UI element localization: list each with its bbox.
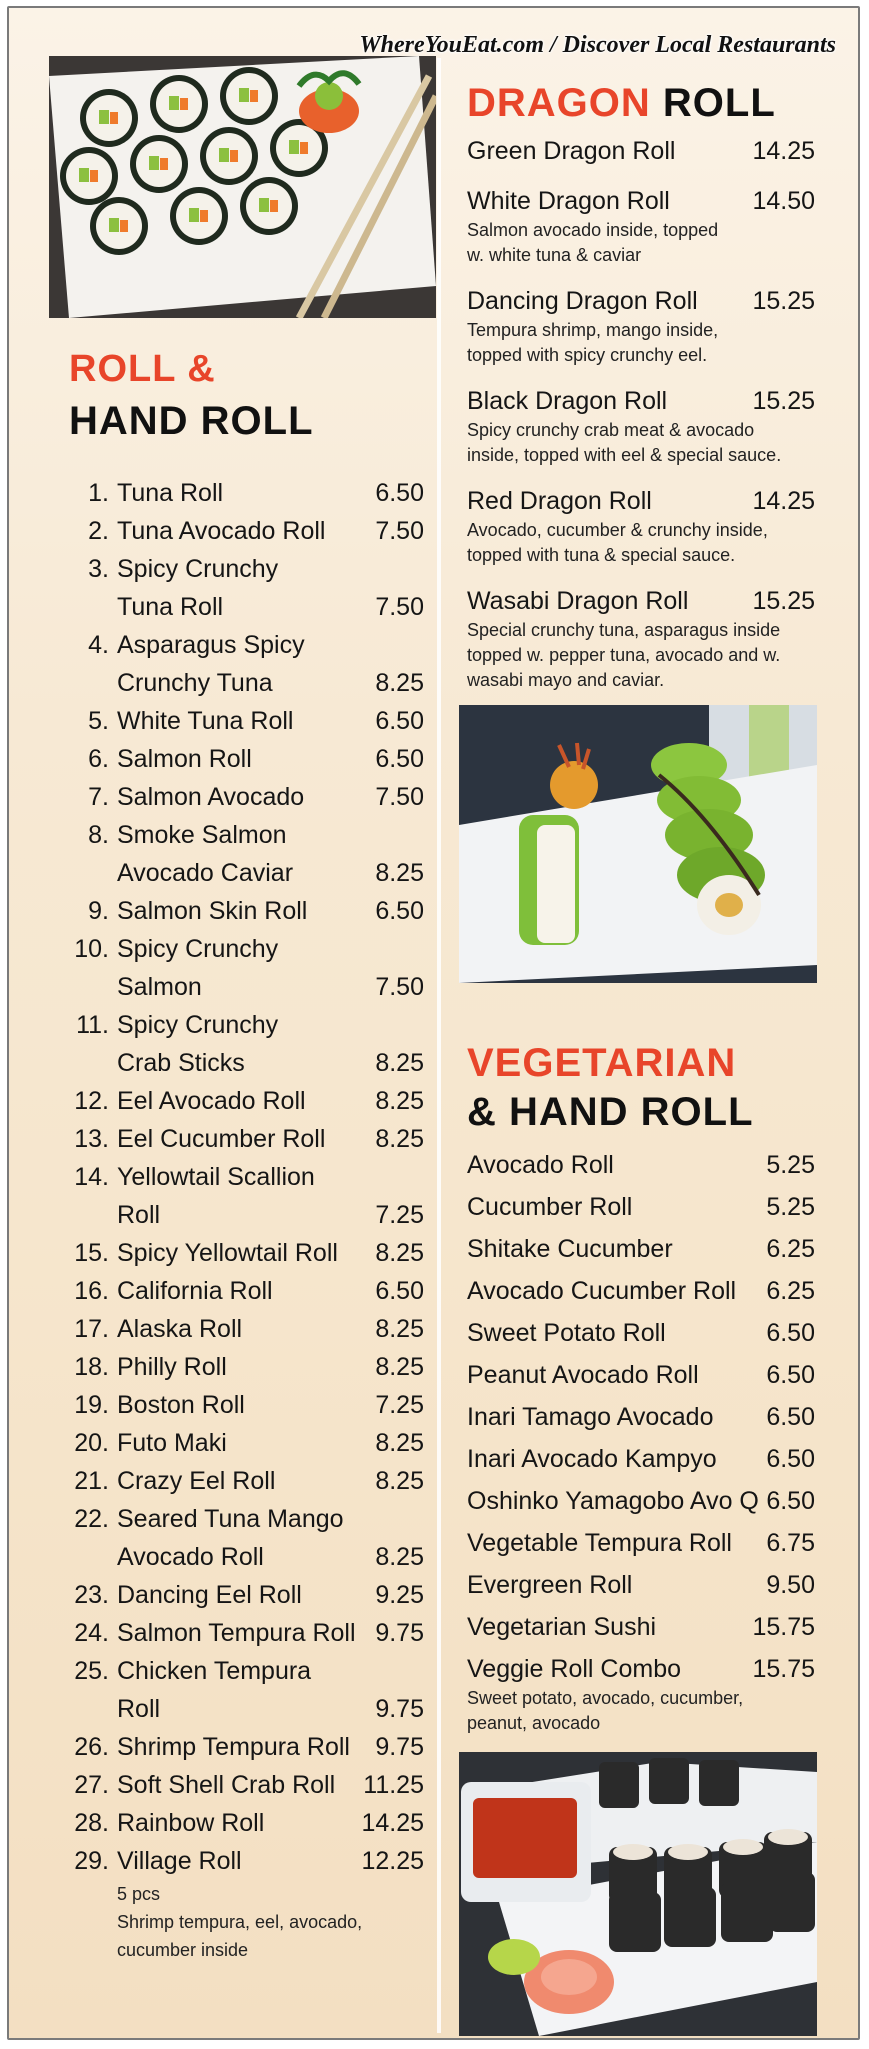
item-name [117,512,360,550]
item-name: Black Dragon Roll [467,387,668,415]
item-name: Vegetarian Sushi [467,1613,657,1641]
item-name [117,1500,360,1576]
item-price: 6.50 [766,1487,815,1515]
sushi-platter-photo [49,56,436,318]
dragon-menu-item [467,484,815,568]
menu-page [7,6,860,2040]
dragon-item-row [467,284,815,318]
item-description: w. white tuna & caviar [467,245,642,265]
item-price: 8.25 [375,1353,424,1381]
item-price: 5.25 [766,1193,815,1221]
item-price: 8.25 [375,1049,424,1077]
item-price: 8.25 [375,1315,424,1343]
item-name-line: Tuna Roll [117,593,224,621]
roll-menu-item [69,892,424,930]
roll-menu-item [69,512,424,550]
item-name-line: Avocado Roll [117,1543,264,1571]
item-name [117,740,360,778]
item-name: Oshinko Yamagobo Avo Q [467,1487,759,1515]
item-name-line: Avocado Caviar [117,859,294,887]
item-price: 9.50 [766,1571,815,1599]
item-name [117,1614,360,1652]
dragon-menu-item [467,284,815,368]
item-price: 14.25 [752,137,815,165]
item-number: 27. [74,1771,109,1799]
item-name: Green Dragon Roll [467,137,676,165]
item-number: 18. [74,1353,109,1381]
item-name: Dancing Dragon Roll [467,287,698,315]
item-number: 6. [88,745,109,773]
note-line: Shrimp tempura, eel, avocado, [117,1912,363,1932]
item-name: Vegetable Tempura Roll [467,1529,732,1557]
roll-menu-item [69,816,424,892]
dragon-title-red: DRAGON [467,81,651,125]
dragon-item-row [467,484,815,518]
item-number: 15. [74,1239,109,1267]
item-number: 9. [88,897,109,925]
item-name: Evergreen Roll [467,1571,633,1599]
item-number: 29. [74,1847,109,1875]
item-name: Avocado Cucumber Roll [467,1277,737,1305]
item-price: 6.25 [766,1277,815,1305]
roll-menu-item [69,1500,424,1576]
item-name-line: Rainbow Roll [117,1809,265,1837]
item-name-line: Spicy Yellowtail Roll [117,1239,338,1267]
roll-menu-item [69,1766,424,1804]
item-name [117,1804,360,1842]
item-name-line: Spicy Crunchy [117,555,279,583]
item-number: 20. [74,1429,109,1457]
roll-menu-item [69,1728,424,1766]
item-number: 21. [74,1467,109,1495]
item-number: 24. [74,1619,109,1647]
item-price: 8.25 [375,1429,424,1457]
item-name [117,816,360,892]
roll-menu-item [69,1652,424,1728]
item-price: 9.25 [375,1581,424,1609]
item-description: Special crunchy tuna, asparagus inside [467,620,781,640]
item-number: 3. [88,555,109,583]
item-price: 7.50 [375,783,424,811]
veg-menu-item [467,1186,815,1228]
roll-menu-item [69,1310,424,1348]
item-name-line: Crab Sticks [117,1049,245,1077]
roll-menu-item [69,1272,424,1310]
roll-menu-item [69,1006,424,1082]
item-name-line: Futo Maki [117,1429,227,1457]
item-price: 6.75 [766,1529,815,1557]
item-price: 7.25 [375,1391,424,1419]
item-description: wasabi mayo and caviar. [467,670,665,690]
dragon-menu-item [467,184,815,268]
veg-menu-item [467,1144,815,1186]
dragon-menu-item [467,384,815,468]
item-price: 6.50 [375,745,424,773]
roll-menu-item [69,1082,424,1120]
item-price: 12.25 [361,1847,424,1875]
item-name [117,1424,360,1462]
roll-menu-item [69,740,424,778]
item-number: 11. [76,1011,109,1039]
item-name-line: California Roll [117,1277,273,1305]
item-price: 8.25 [375,1543,424,1571]
item-price: 9.75 [375,1695,424,1723]
item-price: 8.25 [375,1087,424,1115]
item-name [117,474,360,512]
item-price: 7.25 [375,1201,424,1229]
item-price: 8.25 [375,669,424,697]
dragon-item-row [467,184,815,218]
item-name-line: Eel Avocado Roll [117,1087,306,1115]
item-price: 7.50 [375,517,424,545]
item-name [117,778,360,816]
item-name-line: Salmon Roll [117,745,252,773]
item-description: Spicy crunchy crab meat & avocado [467,420,755,440]
roll-menu-item [69,1842,424,1880]
note-line: cucumber inside [117,1940,249,1960]
item-name [117,892,360,930]
item-name [117,702,360,740]
veg-section-title-line1: VEGETARIAN [467,1041,737,1085]
veg-menu-item [467,1270,815,1312]
item-number: 8. [88,821,109,849]
item-name-line: Salmon Skin Roll [117,897,308,925]
item-name: Cucumber Roll [467,1193,633,1221]
veg-menu-item [467,1312,815,1354]
item-name-line: Tuna Roll [117,479,224,507]
item-name-line: Smoke Salmon [117,821,287,849]
item-name [117,1728,360,1766]
dragon-item-row [467,384,815,418]
description-line: peanut, avocado [467,1713,601,1733]
veg-menu-item [467,1564,815,1606]
item-name-line: Asparagus Spicy [117,631,305,659]
item-name-line: Village Roll [117,1847,242,1875]
item-name: Wasabi Dragon Roll [467,587,689,615]
item-name [117,1310,360,1348]
roll-menu-item [69,1234,424,1272]
description-line: Sweet potato, avocado, cucumber, [467,1688,744,1708]
item-name-line: Eel Cucumber Roll [117,1125,326,1153]
item-name [117,930,360,1006]
item-number: 23. [74,1581,109,1609]
item-price: 11.25 [363,1771,424,1799]
item-number: 16. [74,1277,109,1305]
item-description: Salmon avocado inside, topped [467,220,719,240]
item-number: 7. [88,783,109,811]
roll-menu-item [69,1462,424,1500]
item-number: 1. [88,479,109,507]
veg-section-title-line2: & HAND ROLL [467,1090,754,1134]
watermark: WhereYouEat.com / Discover Local Restaurants [359,32,836,58]
dragon-menu-item [467,134,815,168]
item-name [117,1234,360,1272]
item-price: 15.75 [752,1613,815,1641]
veg-menu-item [467,1396,815,1438]
item-price: 9.75 [375,1733,424,1761]
roll-menu-list [69,474,424,1964]
item-price: 6.50 [375,1277,424,1305]
item-price: 14.25 [361,1809,424,1837]
item-name-line: White Tuna Roll [117,707,294,735]
roll-menu-item [69,1348,424,1386]
dragon-menu-list [467,134,815,709]
item-number: 25. [74,1657,109,1685]
veg-menu-item [467,1354,815,1396]
item-name [117,550,360,626]
roll-section-title-line2: HAND ROLL [69,399,314,443]
dragon-menu-item [467,584,815,693]
veg-menu-item [467,1522,815,1564]
roll-menu-item [69,1424,424,1462]
item-name: Shitake Cucumber [467,1235,673,1263]
item-number: 5. [88,707,109,735]
veg-menu-item [467,1480,815,1522]
item-name: Avocado Roll [467,1151,614,1179]
item-price: 15.25 [752,287,815,315]
roll-menu-item [69,702,424,740]
item-price: 6.50 [766,1361,815,1389]
item-name: Peanut Avocado Roll [467,1361,699,1389]
item-price: 6.50 [375,479,424,507]
village-roll-note [117,1880,424,1964]
item-name [117,1120,360,1158]
item-price: 6.50 [375,707,424,735]
item-price: 8.25 [375,1125,424,1153]
item-number: 13. [74,1125,109,1153]
item-name [117,626,360,702]
item-description: inside, topped with eel & special sauce. [467,445,782,465]
item-name: Sweet Potato Roll [467,1319,666,1347]
veg-menu-item [467,1228,815,1270]
item-price: 6.50 [766,1445,815,1473]
item-name-line: Philly Roll [117,1353,227,1381]
item-price: 8.25 [375,1239,424,1267]
item-name [117,1158,360,1234]
veg-menu-item [467,1606,815,1648]
item-number: 17. [74,1315,109,1343]
item-number: 26. [74,1733,109,1761]
item-name: Inari Tamago Avocado [467,1403,714,1431]
roll-menu-item [69,1576,424,1614]
item-name-line: Soft Shell Crab Roll [117,1771,336,1799]
item-number: 2. [88,517,109,545]
item-number: 4. [88,631,109,659]
item-name-line: Crunchy Tuna [117,669,273,697]
item-name-line: Spicy Crunchy Salmon [117,935,279,1001]
item-name-line: Crazy Eel Roll [117,1467,276,1495]
item-price: 15.25 [752,587,815,615]
item-price: 8.25 [375,859,424,887]
item-name-line: Chicken Tempura Roll [117,1657,312,1723]
item-description: Tempura shrimp, mango inside, [467,320,719,340]
item-name: Red Dragon Roll [467,487,652,515]
item-price: 9.75 [375,1619,424,1647]
item-name [117,1462,360,1500]
item-price: 15.25 [752,387,815,415]
dragon-item-row [467,584,815,618]
roll-menu-item [69,1158,424,1234]
item-name [117,1576,360,1614]
item-name-line: Alaska Roll [117,1315,243,1343]
roll-section-title-line1: ROLL & [69,348,216,390]
roll-menu-item [69,626,424,702]
roll-menu-item [69,1386,424,1424]
roll-menu-item [69,474,424,512]
item-name: Inari Avocado Kampyo [467,1445,717,1473]
item-name: White Dragon Roll [467,187,670,215]
item-number: 28. [74,1809,109,1837]
veg-menu-item [467,1648,815,1690]
item-name: Veggie Roll Combo [467,1655,682,1683]
item-price: 7.50 [375,593,424,621]
roll-menu-item [69,1614,424,1652]
item-price: 8.25 [375,1467,424,1495]
item-name-line: Boston Roll [117,1391,245,1419]
item-price: 14.50 [752,187,815,215]
roll-menu-item [69,930,424,1006]
item-name-line: Shrimp Tempura Roll [117,1733,350,1761]
item-name-line: Seared Tuna Mango [117,1505,344,1533]
item-name-line: Salmon Avocado [117,783,305,811]
item-number: 10. [74,935,109,963]
maki-soy-photo [459,1752,817,2036]
item-name [117,1082,360,1120]
item-name [117,1348,360,1386]
item-price: 6.50 [766,1319,815,1347]
dragon-roll-photo [459,705,817,983]
dragon-section-title [467,83,776,123]
item-name [117,1842,360,1880]
item-number: 14. [74,1163,109,1191]
column-divider [437,58,441,2033]
item-name-line: Dancing Eel Roll [117,1581,302,1609]
roll-menu-item [69,1804,424,1842]
item-price: 6.25 [766,1235,815,1263]
roll-menu-item [69,550,424,626]
item-name [117,1386,360,1424]
item-price: 6.50 [766,1403,815,1431]
item-number: 12. [74,1087,109,1115]
item-description: Avocado, cucumber & crunchy inside, [467,520,768,540]
dragon-title-black: ROLL [662,81,776,125]
veg-menu-list [467,1144,815,1736]
item-description: topped with tuna & special sauce. [467,545,736,565]
item-name-line: Yellowtail Scallion Roll [117,1163,315,1229]
veg-menu-item [467,1438,815,1480]
combo-description [467,1686,815,1736]
note-line: 5 pcs [117,1884,161,1904]
item-name [117,1272,360,1310]
item-description: topped with spicy crunchy eel. [467,345,708,365]
item-name [117,1766,360,1804]
item-price: 5.25 [766,1151,815,1179]
item-name-line: Tuna Avocado Roll [117,517,326,545]
item-number: 22. [74,1505,109,1533]
item-number: 19. [74,1391,109,1419]
item-price: 14.25 [752,487,815,515]
item-name [117,1006,360,1082]
dragon-item-row [467,134,815,168]
item-price: 7.50 [375,973,424,1001]
item-price: 6.50 [375,897,424,925]
roll-menu-item [69,778,424,816]
item-name-line: Spicy Crunchy [117,1011,279,1039]
item-description: topped w. pepper tuna, avocado and w. [467,645,781,665]
item-price: 15.75 [752,1655,815,1683]
item-name [117,1652,360,1728]
item-name-line: Salmon Tempura Roll [117,1619,356,1647]
roll-menu-item [69,1120,424,1158]
